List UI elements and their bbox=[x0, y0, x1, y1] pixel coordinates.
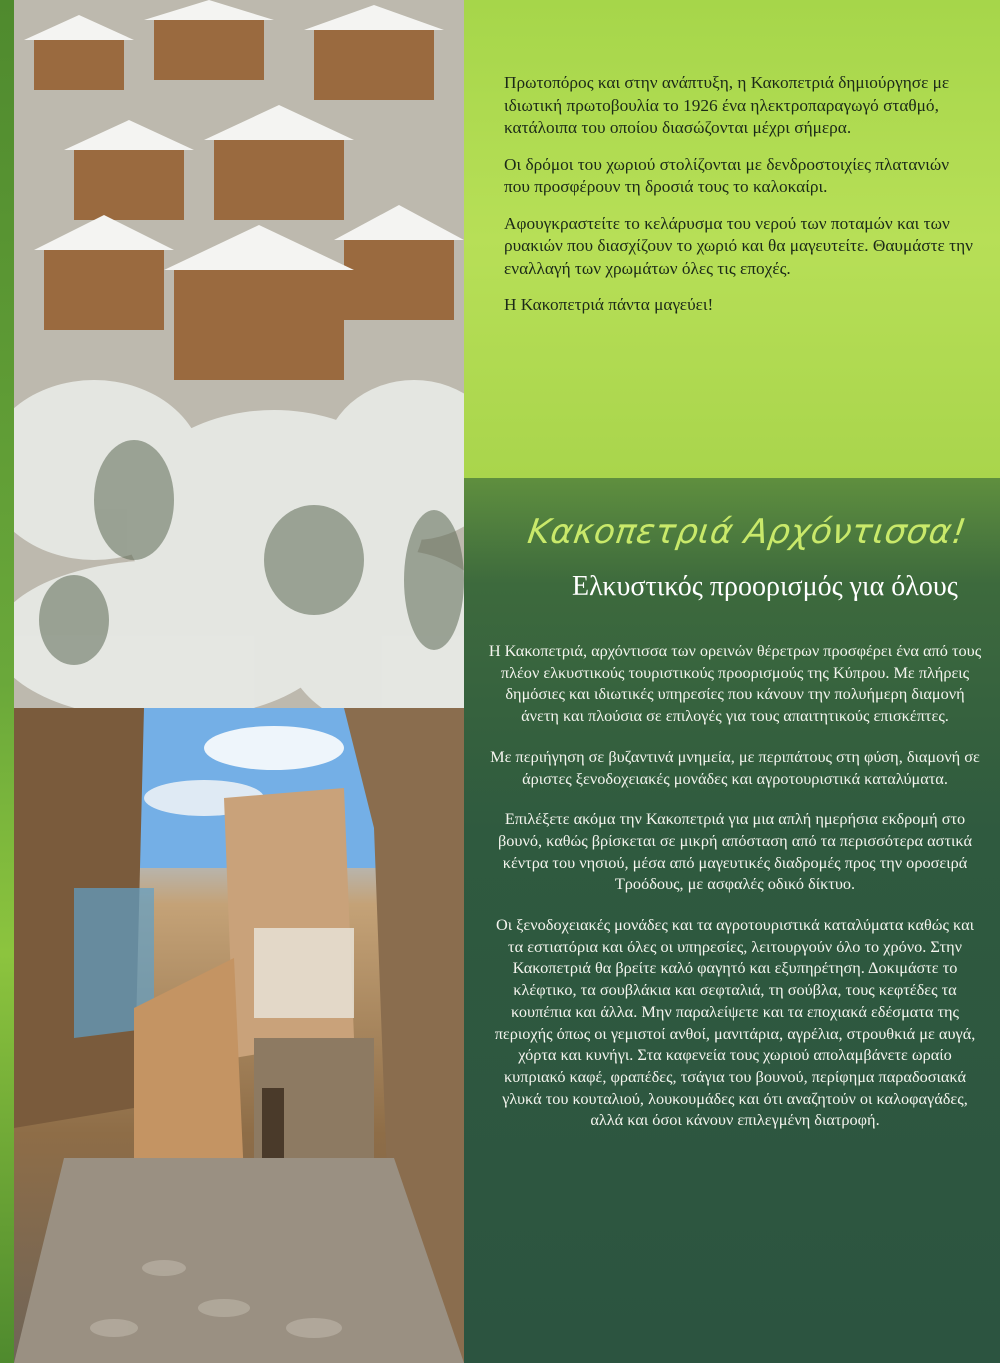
body-paragraph: Με περιήγηση σε βυζαντινά μνημεία, με περιπάτους στη φύση, διαμονή σε άριστες ξενοδοχειακές μονάδες και αγροτουριστικά καταλύματα. bbox=[490, 746, 980, 788]
body-paragraph: Επιλέξετε ακόμα την Κακοπετριά για μια απλή ημερήσια εκδρομή στο βουνό, καθώς βρίσκεται σε μικρή απόσταση από τα περισσότερα αστικά κέντρα του νησιού, μέσα από μαγευτικές διαδρομές προς την οροσειρά Τροόδους, με ασφαλές οδικό δίκτυο. bbox=[498, 809, 972, 894]
body-paragraph: Οι ξενοδοχειακές μονάδες και τα αγροτουριστικά καταλύματα καθώς και τα εστιατόρια και όλες οι υπηρεσίες, λειτουργούν όλο το χρόνο. Στην Κακοπετριά θα βρείτε καλό φαγητό και εξυπηρέτηση. Δοκιμάστε το κλέφτικο, τα σουβλάκια και σεφταλιά, τη σούβλα, τους κεφτέδες τα κουπέπια και άλλα. Μην παραλείψετε και τα εποχιακά εδέσματα της περιοχής όπως οι γεμιστοί ανθοί, μανιτάρια, αγρέλια, στρουθκιά με αυγά, χόρτα και κυνήγι. Στα καφενεία τους χωριού απολαμβάνετε ωραίο κυπριακό καφέ, φραπέδες, τσάγια του βουνού, περίφημα παραδοσιακά γλυκά του κουταλιού, λουκουμάδες και ότι αναζητούν οι καλοφαγάδες, αλλά και όσοι κάνουν επιλεγμένη διατροφή. bbox=[494, 915, 976, 1130]
intro-paragraph: Οι δρόμοι του χωριού στολίζονται με δενδροστοιχίες πλατανιών που προσφέρουν τη δροσιά τους το καλοκαίρι. bbox=[504, 154, 950, 196]
page-heading: Κακοπετριά Αρχόντισσα! bbox=[525, 512, 969, 552]
body-paragraph: Η Κακοπετριά, αρχόντισσα των ορεινών θέρετρων προσφέρει ένα από τους πλέον ελκυστικούς τουριστικούς προορισμούς της Κύπρου. Με πλήρεις δημόσιες και ιδιωτικές υπηρεσίες που κάνουν την πολυήμερη διαμονή άνετη και πλούσια σε επιλογές για τους απαιτητικούς επισκέπτες. bbox=[488, 641, 982, 726]
body-text bbox=[488, 640, 982, 1150]
intro-text bbox=[504, 72, 974, 331]
intro-paragraph: Η Κακοπετριά πάντα μαγεύει! bbox=[504, 295, 714, 314]
snowy-village-photo bbox=[14, 0, 464, 708]
stone-alley-photo bbox=[14, 708, 464, 1363]
page-spine bbox=[0, 0, 14, 1363]
intro-paragraph: Αφουγκραστείτε το κελάρυσμα του νερού των ποταμών και των ρυακιών που διασχίζουν το χωριό και θα μαγευτείτε. Θαυμάστε την εναλλαγή των χρωμάτων όλες τις εποχές. bbox=[504, 213, 973, 278]
page-subheading: Ελκυστικός προορισμός για όλους bbox=[572, 571, 958, 602]
intro-paragraph: Πρωτοπόρος και στην ανάπτυξη, η Κακοπετριά δημιούργησε με ιδιωτική πρωτοβουλία το 1926 ένα ηλεκτροπαραγωγό σταθμό, κατάλοιπα του οποίου διασώζονται μέχρι σήμερα. bbox=[504, 73, 950, 137]
